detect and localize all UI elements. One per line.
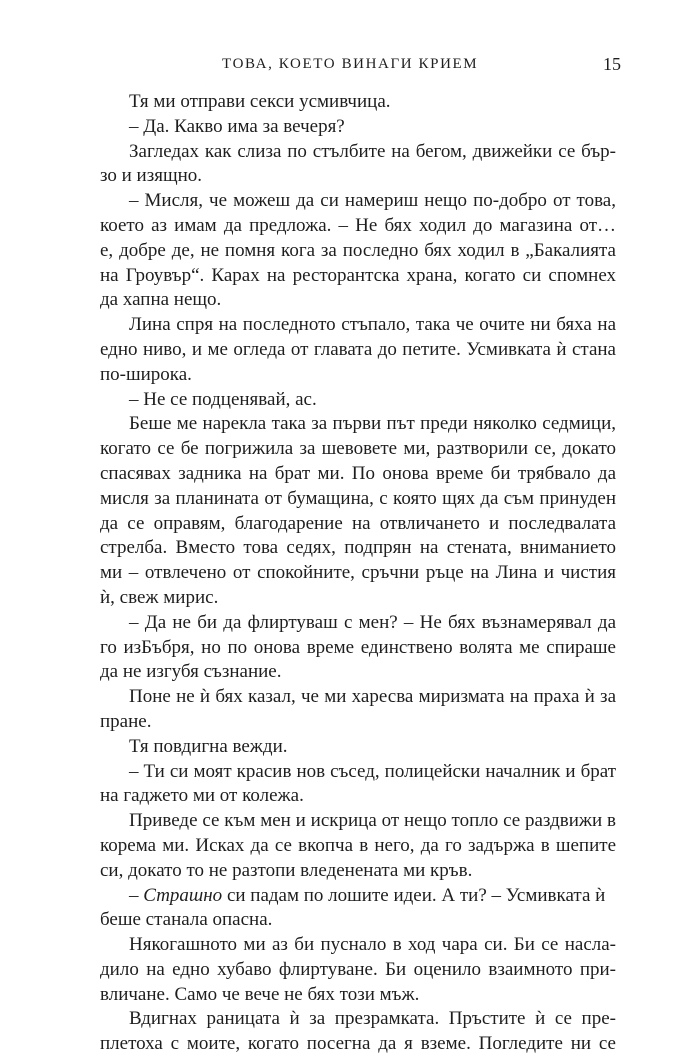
text-line: ѝ, свеж мирис. bbox=[100, 586, 219, 608]
text-line: вличане. Само че вече не бях този мъж. bbox=[100, 983, 420, 1005]
text-line: пране. bbox=[100, 710, 152, 732]
text-line: Поне не ѝ бях казал, че ми харесва миризмата на праха ѝ за bbox=[129, 686, 616, 708]
text-line: си, докато то не разтопи вледенената ми кръв. bbox=[100, 859, 473, 881]
text-line: на Гроувър“. Карах на ресторантска храна, когато си спомнех bbox=[100, 264, 616, 286]
text-line: – Да. Какво има за вечеря? bbox=[129, 115, 345, 137]
body-text bbox=[100, 90, 616, 1057]
running-head-title: ТОВА, КОЕТО ВИНАГИ КРИЕМ bbox=[222, 56, 479, 72]
text-line: когато се бе погрижила за шевовете ми, разтворили се, докато bbox=[100, 438, 616, 460]
text-line: на гаджето ми от колежа. bbox=[100, 785, 304, 807]
dash: – bbox=[129, 884, 144, 906]
text-line: да хапна нещо. bbox=[100, 289, 222, 311]
text-line: мисля за планината от бумащина, с която щях да съм принуден bbox=[100, 487, 616, 509]
text-line: корема ми. Исках да се вкопча в него, да го задържа в шепите bbox=[100, 834, 616, 856]
text-line: по-широка. bbox=[100, 363, 192, 385]
italic-word: Страшно bbox=[143, 884, 223, 906]
text-line: да не изгубя съзнание. bbox=[100, 661, 282, 683]
text-line: беше станала опасна. bbox=[100, 909, 273, 931]
text-line: Лина спря на последното стъпало, така че очите ни бяха на bbox=[129, 314, 616, 336]
text-line: – Мисля, че можеш да си намериш нещо по-добро от това, bbox=[129, 190, 616, 212]
text-line: Тя ми отправи секси усмивчица. bbox=[129, 91, 391, 112]
text-line: което аз имам да предложа. – Не бях ходил до магазина от… bbox=[100, 214, 616, 236]
text-line: го изБъбря, но по онова време единствено волята ме спираше bbox=[100, 636, 616, 658]
text-line: плетоха с моите, когато посегна да я вземе. Погледите ни се bbox=[100, 1033, 616, 1055]
line-rest: си падам по лошите идеи. А ти? – Усмивката ѝ bbox=[222, 884, 606, 906]
text-line: спасявах задника на брат ми. По онова време би трябвало да bbox=[100, 462, 616, 484]
text-line: Загледах как слиза по стълбите на бегом, движейки се бър- bbox=[129, 140, 616, 162]
text-line: ми – отвлечено от спокойните, сръчни ръце на Лина и чистия bbox=[100, 562, 616, 584]
text-line: зо и изящно. bbox=[100, 165, 203, 187]
text-line: стрелба. Вместо това седях, подпрян на стената, вниманието bbox=[100, 537, 616, 559]
text-line: Тя повдигна вежди. bbox=[129, 735, 288, 757]
text-line: едно ниво, и ме огледа от главата до петите. Усмивката ѝ стана bbox=[100, 338, 616, 360]
page-number: 15 bbox=[603, 54, 621, 74]
text-line: е, добре де, не помня кога за последно бях ходил в „Бакалията bbox=[100, 239, 616, 261]
text-line bbox=[100, 884, 616, 909]
text-line: Някогашното ми аз би пуснало в ход чара си. Би се насла- bbox=[129, 934, 616, 956]
text-line: да се оправям, благодарение на отвличането и последвалата bbox=[100, 512, 616, 534]
text-line: – Да не би да флиртуваш с мен? – Не бях възнамерявал да bbox=[129, 611, 616, 633]
text-line: Приведе се към мен и искрица от нещо топло се раздвижи в bbox=[129, 810, 616, 832]
text-line: – Не се подценявай, ас. bbox=[129, 388, 317, 410]
text-line: Вдигнах раницата ѝ за презрамката. Пръстите ѝ се пре- bbox=[129, 1008, 616, 1030]
text-line: – Ти си моят красив нов съсед, полицейски началник и брат bbox=[129, 760, 616, 782]
text-line: дило на едно хубаво флиртуване. Би оценило взаимното при- bbox=[100, 958, 616, 980]
text-line: Беше ме нарекла така за първи път преди няколко седмици, bbox=[129, 413, 616, 435]
